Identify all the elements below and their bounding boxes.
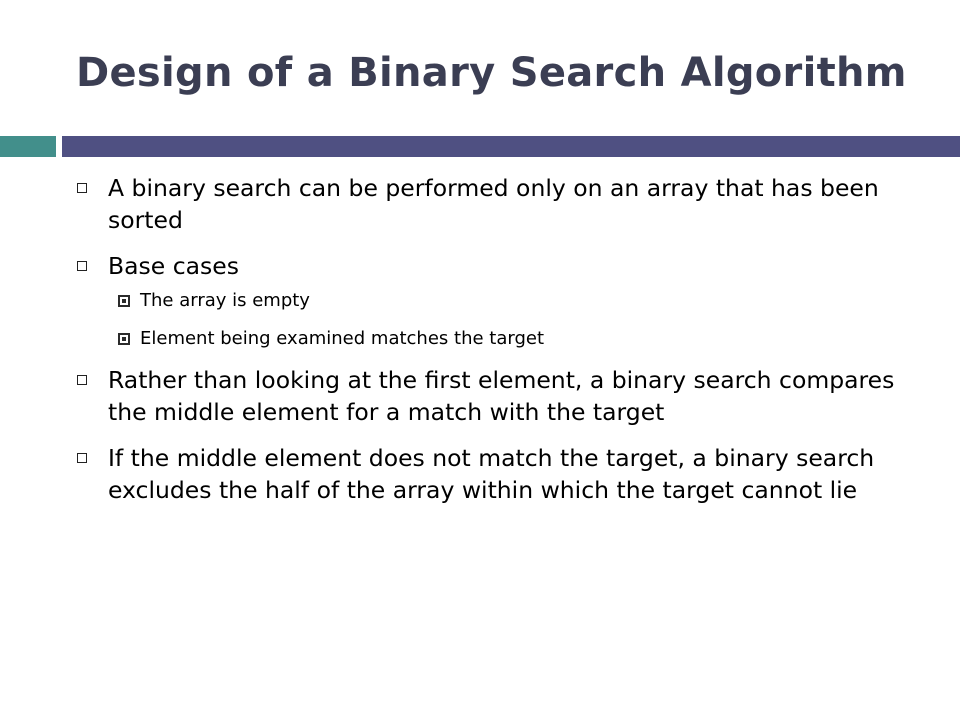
bullet-text: Base cases bbox=[108, 252, 239, 280]
slide-title: Design of a Binary Search Algorithm bbox=[76, 50, 907, 96]
sub-bullet-item bbox=[76, 326, 926, 352]
bullet-item bbox=[76, 172, 926, 236]
filled-square-bullet-icon bbox=[118, 333, 130, 345]
accent-bar-right bbox=[62, 136, 960, 157]
bullet-text: If the middle element does not match the target, a binary search excludes the half of the array within which the target cannot lie bbox=[108, 444, 875, 504]
bullet-text: Rather than looking at the first element, a binary search compares the middle element for a match with the target bbox=[108, 366, 895, 426]
sub-bullet-text: The array is empty bbox=[140, 290, 310, 311]
sub-bullet-text: Element being examined matches the target bbox=[140, 328, 544, 349]
bullet-item bbox=[76, 364, 926, 428]
bullet-list bbox=[76, 172, 926, 520]
hollow-square-bullet-icon bbox=[77, 183, 87, 193]
bullet-item bbox=[76, 250, 926, 282]
hollow-square-bullet-icon bbox=[77, 375, 87, 385]
bullet-item bbox=[76, 442, 926, 506]
sub-bullet-item bbox=[76, 288, 926, 314]
accent-bar-left bbox=[0, 136, 56, 157]
hollow-square-bullet-icon bbox=[77, 261, 87, 271]
filled-square-bullet-icon bbox=[118, 295, 130, 307]
bullet-text: A binary search can be performed only on an array that has been sorted bbox=[108, 174, 879, 234]
hollow-square-bullet-icon bbox=[77, 453, 87, 463]
